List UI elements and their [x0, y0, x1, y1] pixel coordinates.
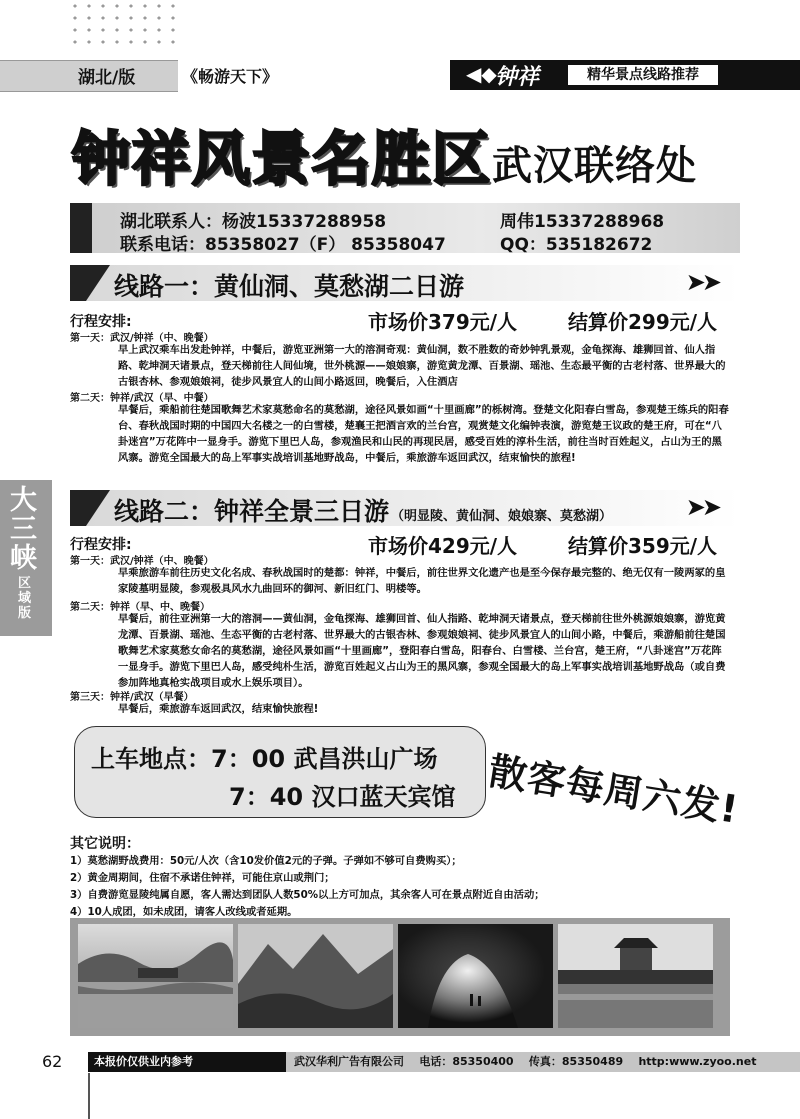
brand-logo: 钟祥	[495, 64, 540, 90]
brand-tagline: 精华景点线路推荐	[568, 65, 718, 85]
title-main: 钟祥风景名胜区	[72, 125, 493, 193]
footer-bar	[88, 1052, 800, 1072]
route2-title	[114, 492, 612, 528]
route2-schedule-label: 行程安排:	[70, 537, 132, 553]
footer-company: 武汉华利广告有限公司	[294, 1055, 404, 1068]
boarding-box	[74, 726, 486, 818]
contact-person-2: 周伟15337288968	[500, 212, 665, 232]
page-title	[72, 112, 697, 196]
route1-settle-price: 结算价299元/人	[568, 310, 718, 334]
contact-box	[70, 203, 740, 253]
route1-day1-text: 早上武汉乘车出发赴钟祥，中餐后，游览亚洲第一大的溶洞奇观：黄仙洞，数不胜数的奇妙钟乳景观，金龟探海、雄狮回首、仙人指路、乾坤洞天诸景点，登天梯前往人间仙境，世外桃源——娘娘寨，游览黄龙潭、百景湖、瑶池、生态最平衡的古老村落、世界最大的古银杏林、参观娘娘祠，徒步风景宜人的山间小路返回，晚餐后，入住酒店	[118, 344, 726, 388]
side-tab-subtitle: 区域版	[18, 576, 32, 621]
route-wedge-icon	[70, 265, 110, 301]
route2-settle-price: 结算价359元/人	[568, 534, 718, 558]
footer-disclaimer: 本报价仅供业内参考	[88, 1052, 286, 1072]
region-side-tab	[0, 480, 52, 636]
route1-title: 线路一：黄仙洞、莫愁湖二日游	[114, 272, 465, 301]
note-item: 1）莫愁湖野战费用：50元/人次（含10发价值2元的子弹。子弹如不够可自费购买）；	[70, 855, 462, 867]
mountain-photo	[238, 924, 393, 1028]
edition-label: 湖北/版	[78, 68, 136, 88]
route1-header	[70, 265, 740, 301]
route1-schedule-label: 行程安排:	[70, 314, 132, 330]
footer-phone: 电话：85350400	[419, 1055, 514, 1068]
weekly-departure-slogan: 散客每周六发!	[485, 748, 742, 832]
contact-qq: QQ：535182672	[500, 235, 653, 255]
boarding-line-1: 上车地点：7：00 武昌洪山广场	[91, 745, 438, 773]
footer-divider	[88, 1073, 90, 1119]
route2-day1-text: 早乘旅游车前往历史文化名成、春秋战国时的楚都：钟祥，中餐后，前往世界文化遗产也是至今保存最完整的、绝无仅有一陵两冢的皇家陵墓明显陵，参观极具风水九曲回环的御河、新旧红门、明楼等。	[118, 567, 726, 595]
double-arrow-icon: ➤➤	[685, 268, 718, 296]
route2-title-text: 线路二：钟祥全景三日游	[114, 497, 390, 526]
route1-day2-label: 第二天：钟祥/武汉（早、中餐）	[70, 393, 214, 404]
route2-day3-label: 第三天：钟祥/武汉（早餐）	[70, 692, 194, 703]
magazine-name: 《畅游天下》	[182, 67, 279, 86]
route1-day2-text: 早餐后，乘船前往楚国歌舞艺术家莫愁命名的莫愁湖，途径风景如画“十里画廊”的栎树湾。登楚文化阳春白雪岛，参观楚王练兵的阳春台、春秋战国时期的中国四大名楼之一的白雪楼，楚襄王把酒言欢的兰台宫，观赏楚文化编钟表演，游览楚王议政的楚王府，可在“八卦迷宫”万花阵中一显身手。游览下里巴人岛，参观渔民和山民的再现民居，感受百姓的淳朴生活，前往当时百姓起义，占山为王的黑风寨。游览全国最大的岛上军事实战培训基地野战岛，中餐后，乘旅游车返回武汉，结束愉快的旅程!	[118, 404, 729, 464]
footer-fax: 传真：85350489	[528, 1055, 624, 1068]
route2-subtitle: （明显陵、黄仙洞、娘娘寨、莫愁湖）	[391, 509, 613, 524]
route2-day1-label: 第一天：武汉/钟祥（中、晚餐）	[70, 556, 214, 567]
boarding-line-2: 7：40 汉口蓝天宾馆	[229, 783, 456, 811]
route2-day3-text: 早餐后，乘旅游车返回武汉，结束愉快旅程!	[118, 703, 319, 715]
side-tab-title: 大三峡	[10, 485, 37, 574]
top-banner	[0, 60, 800, 90]
cave-photo	[398, 924, 553, 1028]
contact-phone: 联系电话：85358027（F） 85358047	[120, 235, 446, 255]
double-arrow-icon: ➤➤	[685, 493, 718, 521]
footer-url[interactable]: http:www.zyoo.net	[638, 1055, 757, 1068]
contact-person-1: 湖北联系人：杨波15337288958	[120, 212, 387, 232]
route2-day2-text: 早餐后，前往亚洲第一大的溶洞——黄仙洞，金龟探海、雄狮回首、仙人指路、乾坤洞天诸景点，登天梯前往世外桃源娘娘寨，游览黄龙潭、百景湖、瑶池、生态平衡的古老村落、世界最大的古银杏林、参观娘娘祠、徒步风景宜人的山间小路，中餐后，乘游船前往楚国歌舞艺术家莫愁女命名的莫愁湖，途径风景如画“十里画廊”，登阳春白雪岛，阳春台、白雪楼、兰台宫，楚王府，“八卦迷宫”万花阵一显身手。游览下里巴人岛，感受纯朴生活，游览百姓起义占山为王的黑风寨，参观全国最大的岛上军事实战培训基地野战岛（或自费参加阵地真枪实战项目或水上娱乐项目）。	[118, 613, 726, 689]
note-item: 3）自费游览显陵纯属自愿，客人需达到团队人数50%以上方可加点，其余客人可在景点附近自由活动；	[70, 889, 545, 901]
route1-day1-label: 第一天：武汉/钟祥（中、晚餐）	[70, 333, 214, 344]
diamond-icon: ◀◆	[466, 62, 497, 86]
footer-info	[294, 1052, 756, 1072]
page-number: 62	[42, 1052, 63, 1071]
route1-market-price: 市场价379元/人	[368, 310, 518, 334]
route2-day2-label: 第二天：钟祥（早、中、晚餐）	[70, 602, 210, 613]
route-wedge-icon	[70, 490, 110, 526]
title-sub: 武汉联络处	[492, 143, 698, 189]
note-item: 2）黄金周期间，住宿不承诺住钟祥，可能住京山或荆门；	[70, 872, 335, 884]
route2-market-price: 市场价429元/人	[368, 534, 518, 558]
lake-village-photo	[78, 924, 233, 1028]
photo-strip	[70, 918, 730, 1036]
pavilion-photo	[558, 924, 713, 1028]
notes-title: 其它说明：	[70, 836, 140, 852]
route2-header	[70, 490, 740, 526]
note-item: 4）10人成团，如未成团，请客人改线或者延期。	[70, 906, 298, 918]
dot-pattern	[68, 0, 178, 50]
